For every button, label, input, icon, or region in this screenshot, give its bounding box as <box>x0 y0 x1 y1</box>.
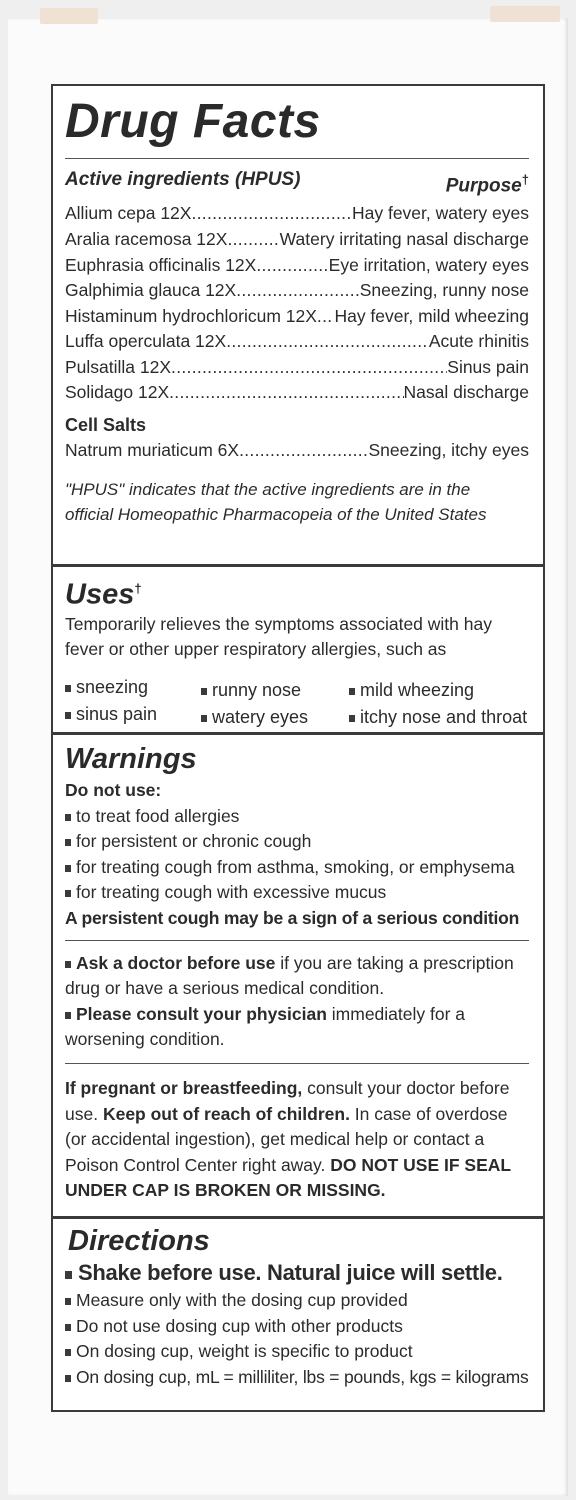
cell-salts-heading: Cell Salts <box>65 415 147 436</box>
uses-item: watery eyes <box>201 702 349 729</box>
title-rule <box>65 158 529 159</box>
do-not-use-heading: Do not use: <box>65 780 162 800</box>
consult-physician-line: Please consult your physician immediately for a <box>65 1002 529 1028</box>
drug-facts-panel <box>51 84 545 1412</box>
section-divider <box>53 1216 543 1219</box>
ingredient-row: Galphimia glauca 12X ..... Sneezing, runny nose <box>65 278 529 304</box>
keep-away-line: use. Keep out of reach of children. In case of overdose <box>65 1103 508 1124</box>
direction-item: On dosing cup, mL = milliliter, lbs = pounds, kgs = kilograms <box>65 1365 529 1391</box>
directions-section <box>53 1224 543 1390</box>
section-divider <box>53 732 543 735</box>
ingredient-row: Allium cepa 12X ..... Hay fever, watery eyes <box>65 201 529 227</box>
shake-before-use: Shake before use. Natural juice will settle. <box>65 1258 529 1288</box>
direction-item: Do not use dosing cup with other products <box>65 1314 529 1340</box>
ingredient-row: Pulsatilla 12X ..... Sinus pain <box>65 355 529 381</box>
warnings-rule <box>65 940 529 941</box>
warnings-section <box>53 742 543 1204</box>
package-flap-left <box>40 8 98 24</box>
warning-item: for treating cough with excessive mucus <box>65 880 529 906</box>
ask-doctor-line: drug or have a serious medical condition. <box>65 978 385 999</box>
persistent-cough-warning: A persistent cough may be a sign of a serious condition <box>65 907 520 928</box>
active-ingredients-section <box>53 94 543 528</box>
consult-physician-line: worsening condition. <box>65 1029 225 1050</box>
section-divider <box>53 564 543 567</box>
drug-facts-title: Drug Facts <box>65 95 321 148</box>
purpose-heading: Purpose† <box>445 172 529 197</box>
uses-item: itchy nose and throat <box>349 702 529 729</box>
ingredient-row: Histaminum hydrochloricum 12X ..... Hay fever, mild wheezing <box>65 304 529 330</box>
direction-item: On dosing cup, weight is specific to product <box>65 1339 529 1365</box>
warnings-rule <box>65 1063 529 1064</box>
hpus-note-line: "HPUS" indicates that the active ingredients are in the <box>65 479 471 499</box>
uses-heading: Uses† <box>65 578 142 611</box>
ingredient-row: Euphrasia officinalis 12X ..... Eye irritation, watery eyes <box>65 253 529 279</box>
direction-item: Measure only with the dosing cup provided <box>65 1288 529 1314</box>
poison-control-line: Poison Control Center right away. DO NOT USE IF SEAL <box>65 1154 512 1175</box>
warning-item: to treat food allergies <box>65 804 529 830</box>
uses-item: sneezing <box>65 675 201 702</box>
uses-item: sinus pain <box>65 702 201 729</box>
seal-warning-line: UNDER CAP IS BROKEN OR MISSING. <box>65 1180 386 1201</box>
pregnancy-line: If pregnant or breastfeeding, consult your doctor before <box>65 1077 510 1098</box>
uses-item: runny nose <box>201 675 349 702</box>
warning-item: for persistent or chronic cough <box>65 829 529 855</box>
package-flap-right <box>490 6 560 22</box>
uses-section <box>53 572 543 729</box>
uses-text-line: Temporarily relieves the symptoms associated with hay <box>65 613 492 634</box>
ingredient-row: Solidago 12X ..... Nasal discharge <box>65 380 529 406</box>
ask-doctor-line: Ask a doctor before use if you are taking a prescription <box>65 951 529 977</box>
ingredient-row: Aralia racemosa 12X ..... Watery irritating nasal discharge <box>65 227 529 253</box>
active-ingredients-heading: Active ingredients (HPUS) <box>65 169 301 190</box>
ingredient-row: Luffa operculata 12X ..... Acute rhinitis <box>65 329 529 355</box>
uses-text-line: fever or other upper respiratory allergies, such as <box>65 639 447 660</box>
uses-item: mild wheezing <box>349 675 529 702</box>
warnings-heading: Warnings <box>65 743 197 775</box>
hpus-note-line: official Homeopathic Pharmacopeia of the United States <box>65 505 487 525</box>
overdose-line: (or accidental ingestion), get medical help or contact a <box>65 1129 485 1150</box>
warning-item: for treating cough from asthma, smoking, or emphysema <box>65 855 529 881</box>
ingredient-row: Natrum muriaticum 6X ..... Sneezing, itchy eyes <box>65 438 529 464</box>
directions-heading: Directions <box>68 1225 210 1257</box>
